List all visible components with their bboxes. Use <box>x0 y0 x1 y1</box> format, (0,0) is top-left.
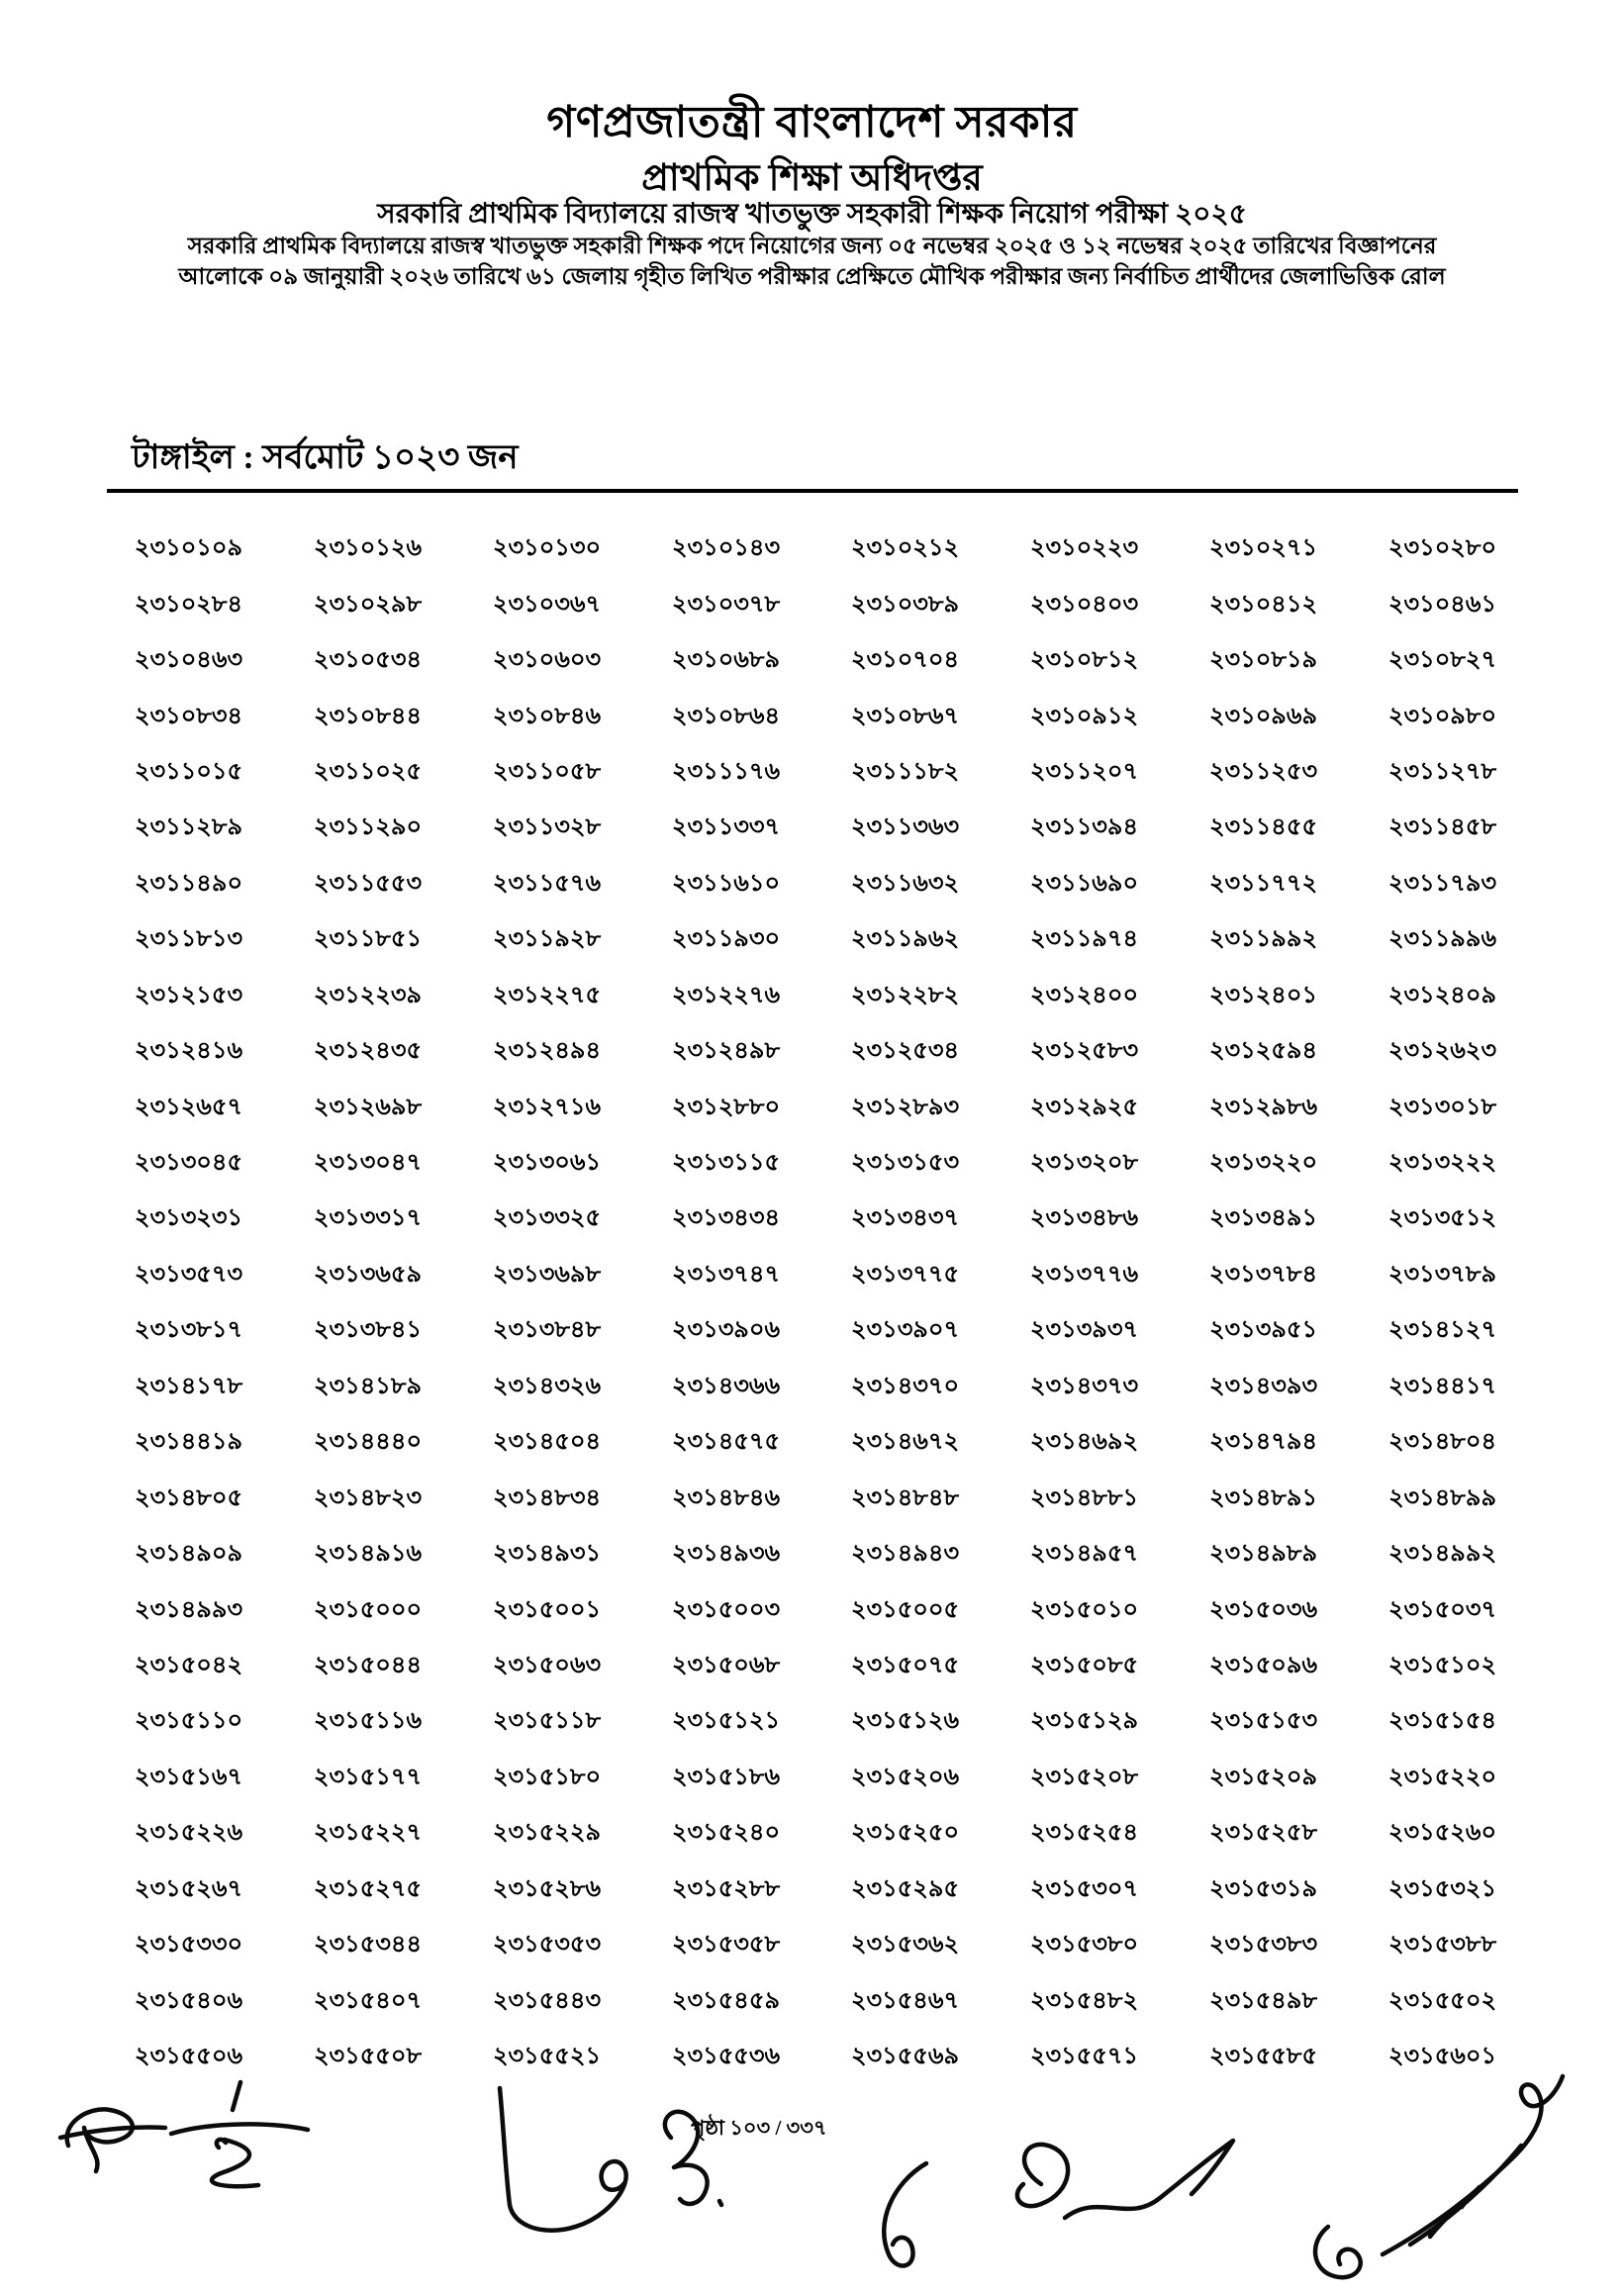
roll-number: ২৩১৩২৩১ <box>134 1205 243 1232</box>
roll-number: ২৩১৩৪৩৪ <box>671 1205 781 1232</box>
roll-number: ২৩১৩২২০ <box>1208 1150 1318 1177</box>
roll-number: ২৩১৫১২৯ <box>1029 1708 1139 1735</box>
roll-number: ২৩১৫০০১ <box>492 1596 602 1623</box>
roll-number: ২৩১৫৬০১ <box>1387 2044 1497 2070</box>
roll-number: ২৩১১৪৯০ <box>134 870 243 897</box>
roll-number: ২৩১৪৯৩১ <box>492 1541 602 1568</box>
signature-scribble-3-icon <box>430 2080 757 2250</box>
roll-number: ২৩১৫১২১ <box>671 1708 781 1735</box>
roll-number: ২৩১২৬৫৭ <box>134 1094 243 1120</box>
roll-number: ২৩১০২১২ <box>850 535 960 562</box>
roll-number: ২৩১৪৮৪৮ <box>850 1484 960 1511</box>
roll-number: ২৩১১৩২৮ <box>492 814 602 841</box>
roll-number: ২৩১৩৯৩৭ <box>1029 1317 1139 1344</box>
roll-number: ২৩১৩০৬১ <box>492 1150 602 1177</box>
roll-number: ২৩১০৭০৪ <box>850 647 960 674</box>
roll-number: ২৩১৫১৭৭ <box>313 1764 423 1790</box>
roll-number: ২৩১৫০৩৬ <box>1208 1596 1318 1623</box>
roll-number: ২৩১১৯৯২ <box>1208 926 1318 953</box>
roll-number: ২৩১০৮১২ <box>1029 647 1139 674</box>
roll-number: ২৩১৫২৫৪ <box>1029 1820 1139 1847</box>
roll-number: ২৩১১৮১৩ <box>134 926 243 953</box>
roll-number: ২৩১৫২৪০ <box>671 1820 781 1847</box>
roll-number: ২৩১৩০১৮ <box>1387 1094 1497 1120</box>
roll-number: ২৩১৪৯৫৭ <box>1029 1541 1139 1568</box>
roll-number: ২৩১৫১০২ <box>1387 1652 1497 1678</box>
district-total-heading: টাঙ্গাইল : সর্বমোট ১০২৩ জন <box>132 439 519 476</box>
roll-number: ২৩১০৮৬৭ <box>850 703 960 729</box>
roll-number: ২৩১৩৯৫১ <box>1208 1317 1318 1344</box>
roll-number: ২৩১৫২৬৭ <box>134 1875 243 1902</box>
roll-number: ২৩১৫২৭৫ <box>313 1875 423 1902</box>
government-title: গণপ্রজাতন্ত্রী বাংলাদেশ সরকার <box>546 98 1078 146</box>
roll-number: ২৩১২৬২৩ <box>1387 1038 1497 1065</box>
roll-number: ২৩১৩৩২৫ <box>492 1205 602 1232</box>
heading-divider <box>107 489 1518 493</box>
roll-number: ২৩১১২৫৩ <box>1208 758 1318 785</box>
roll-number: ২৩১৪৯০৯ <box>134 1541 243 1568</box>
roll-number: ২৩১১৯৬২ <box>850 926 960 953</box>
roll-number: ২৩১৩৬৯৮ <box>492 1261 602 1288</box>
roll-number: ২৩১৫৩২১ <box>1387 1875 1497 1902</box>
roll-number: ২৩১৩৭৭৬ <box>1029 1261 1139 1288</box>
roll-number: ২৩১০১৪৩ <box>671 535 781 562</box>
roll-number: ২৩১১৭৯৩ <box>1387 870 1497 897</box>
roll-number: ২৩১৩১১৫ <box>671 1150 781 1177</box>
roll-number: ২৩১৫৪৬৭ <box>850 1987 960 2014</box>
roll-number: ২৩১৫২২৭ <box>313 1820 423 1847</box>
roll-number: ২৩১১৯২৮ <box>492 926 602 953</box>
roll-number: ২৩১৫২৮৬ <box>492 1875 602 1902</box>
roll-number: ২৩১৫৫৮৫ <box>1208 2044 1318 2070</box>
roll-number: ২৩১১১৭৬ <box>671 758 781 785</box>
notice-description-line1: সরকারি প্রাথমিক বিদ্যালয়ে রাজস্ব খাতভুক্ত সহকারী শিক্ষক পদে নিয়োগের জন্য ০৫ নভেম্বর ২০২৫ ও ১২ নভেম্বর ২০২৫ তারিখের বিজ্ঞাপনের <box>187 234 1437 258</box>
roll-number: ২৩১৫২০৬ <box>850 1764 960 1790</box>
roll-number: ২৩১০৮৪৬ <box>492 703 602 729</box>
roll-number: ২৩১১৩৯৪ <box>1029 814 1139 841</box>
roll-number: ২৩১০১২৬ <box>313 535 423 562</box>
roll-number: ২৩১৪১৮৯ <box>313 1373 423 1399</box>
roll-number: ২৩১২২৭৬ <box>671 982 781 1008</box>
roll-number: ২৩১০৪৬১ <box>1387 591 1497 618</box>
roll-number: ২৩১০৬৮৯ <box>671 647 781 674</box>
roll-number: ২৩১২৮৯৩ <box>850 1094 960 1120</box>
roll-number: ২৩১৫১৬৭ <box>134 1764 243 1790</box>
roll-number: ২৩১৫৩৮০ <box>1029 1932 1139 1959</box>
roll-number: ২৩১৪৩২৬ <box>492 1373 602 1399</box>
roll-number: ২৩১০৩৮৯ <box>850 591 960 618</box>
roll-number: ২৩১১৮৫১ <box>313 926 423 953</box>
roll-number: ২৩১৫১৮৬ <box>671 1764 781 1790</box>
roll-number: ২৩১৪৮৯১ <box>1208 1484 1318 1511</box>
roll-number: ২৩১৪৩৬৬ <box>671 1373 781 1399</box>
roll-number: ২৩১৪৮৪৬ <box>671 1484 781 1511</box>
roll-number: ২৩১৫২২৬ <box>134 1820 243 1847</box>
roll-number: ২৩১২৪০৯ <box>1387 982 1497 1008</box>
roll-number: ২৩১৫৪০৬ <box>134 1987 243 2014</box>
roll-number: ২৩১১০২৫ <box>313 758 423 785</box>
roll-number: ২৩১৩৮১৭ <box>134 1317 243 1344</box>
roll-number: ২৩১৫২৬০ <box>1387 1820 1497 1847</box>
roll-number: ২৩১৪৪৪০ <box>313 1429 423 1456</box>
roll-number: ২৩১৩৬৫৯ <box>313 1261 423 1288</box>
roll-number: ২৩১৩০৪৫ <box>134 1150 243 1177</box>
roll-number: ২৩১০৪০৩ <box>1029 591 1139 618</box>
roll-number: ২৩১৩৭৭৫ <box>850 1261 960 1288</box>
roll-number: ২৩১৫০০০ <box>313 1596 423 1623</box>
roll-number: ২৩১২৮৮০ <box>671 1094 781 1120</box>
roll-number: ২৩১১৩৬৩ <box>850 814 960 841</box>
roll-number: ২৩১৫২০৮ <box>1029 1764 1139 1790</box>
roll-number: ২৩১৫৩৮৩ <box>1208 1932 1318 1959</box>
roll-number: ২৩১৪৩৭৩ <box>1029 1373 1139 1399</box>
roll-number: ২৩১৫৫০৮ <box>313 2044 423 2070</box>
roll-number: ২৩১৪৮০৪ <box>1387 1429 1497 1456</box>
roll-number: ২৩১৪৯৪৩ <box>850 1541 960 1568</box>
roll-number: ২৩১১২৯০ <box>313 814 423 841</box>
roll-number: ২৩১৪৪১৯ <box>134 1429 243 1456</box>
roll-number: ২৩১৫৩৫৮ <box>671 1932 781 1959</box>
roll-number: ২৩১৪৮০৫ <box>134 1484 243 1511</box>
roll-number: ২৩১৫১১৮ <box>492 1708 602 1735</box>
roll-number: ২৩১৫৩৪৪ <box>313 1932 423 1959</box>
directorate-title: প্রাথমিক শিক্ষা অধিদপ্তর <box>641 158 983 199</box>
roll-number: ২৩১৫০৬৩ <box>492 1652 602 1678</box>
roll-number: ২৩১০২৮০ <box>1387 535 1497 562</box>
roll-number: ২৩১৪৮৩৪ <box>492 1484 602 1511</box>
roll-number: ২৩১৪১৭৮ <box>134 1373 243 1399</box>
roll-number: ২৩১৪৮২৩ <box>313 1484 423 1511</box>
roll-number: ২৩১০৮৪৪ <box>313 703 423 729</box>
roll-number: ২৩১২৪০০ <box>1029 982 1139 1008</box>
roll-number: ২৩১০২৭১ <box>1208 535 1318 562</box>
roll-number: ২৩১১৪৫৫ <box>1208 814 1318 841</box>
roll-number: ২৩১৪৬৭২ <box>850 1429 960 1456</box>
roll-number: ২৩১৫৩৬২ <box>850 1932 960 1959</box>
roll-number: ২৩১৪৩৭০ <box>850 1373 960 1399</box>
roll-number: ২৩১৪৯১৬ <box>313 1541 423 1568</box>
roll-number: ২৩১৪৫০৪ <box>492 1429 602 1456</box>
roll-number: ২৩১৩৪৯১ <box>1208 1205 1318 1232</box>
roll-number: ২৩১৫৪৪৩ <box>492 1987 602 2014</box>
signature-scribble-1-icon <box>54 2098 168 2187</box>
roll-number: ২৩১২৪৩৫ <box>313 1038 423 1065</box>
roll-number: ২৩১৪১২৭ <box>1387 1317 1497 1344</box>
roll-number: ২৩১০৯১২ <box>1029 703 1139 729</box>
roll-number: ২৩১২৪৯৪ <box>492 1038 602 1065</box>
roll-number: ২৩১৩৭৮৯ <box>1387 1261 1497 1288</box>
roll-number: ২৩১১৪৫৮ <box>1387 814 1497 841</box>
roll-number: ২৩১৫১৮০ <box>492 1764 602 1790</box>
roll-number: ২৩১১৩৩৭ <box>671 814 781 841</box>
roll-number: ২৩১০৫৩৪ <box>313 647 423 674</box>
roll-number: ২৩১৫০৮৫ <box>1029 1652 1139 1678</box>
roll-number: ২৩১৪৯৯২ <box>1387 1541 1497 1568</box>
roll-number: ২৩১০১০৯ <box>134 535 243 562</box>
roll-number: ২৩১০২৮৪ <box>134 591 243 618</box>
notice-description-line2: আলোকে ০৯ জানুয়ারী ২০২৬ তারিখে ৬১ জেলায় গৃহীত লিখিত পরীক্ষার প্রেক্ষিতে মৌখিক পরীক্ষার জন্য নির্বাচিত প্রার্থীদের জেলাভিত্তিক রোল <box>178 264 1446 289</box>
roll-number: ২৩১১২০৭ <box>1029 758 1139 785</box>
roll-number: ২৩১৫৪৯৮ <box>1208 1987 1318 2014</box>
roll-number: ২৩১৫২৯৫ <box>850 1875 960 1902</box>
roll-number: ২৩১৪৮৮১ <box>1029 1484 1139 1511</box>
roll-number: ২৩১৩১৫৩ <box>850 1150 960 1177</box>
roll-number: ২৩১৫৩০৭ <box>1029 1875 1139 1902</box>
roll-number: ২৩১৩৮৪১ <box>313 1317 423 1344</box>
roll-number: ২৩১২৪১৬ <box>134 1038 243 1065</box>
roll-number: ২৩১৪৭৯৪ <box>1208 1429 1318 1456</box>
roll-number: ২৩১৩৮৪৮ <box>492 1317 602 1344</box>
roll-number: ২৩১৫০৩৭ <box>1387 1596 1497 1623</box>
roll-number: ২৩১০৮১৯ <box>1208 647 1318 674</box>
roll-number: ২৩১৩৫১২ <box>1387 1205 1497 1232</box>
roll-number: ২৩১৩৭৮৪ <box>1208 1261 1318 1288</box>
roll-number: ২৩১০৯৬৯ <box>1208 703 1318 729</box>
roll-number: ২৩১৫২২৯ <box>492 1820 602 1847</box>
roll-number: ২৩১০১৩০ <box>492 535 602 562</box>
roll-number: ২৩১০৩৬৭ <box>492 591 602 618</box>
roll-number: ২৩১৫৫৩৬ <box>671 2044 781 2070</box>
roll-number: ২৩১১৯৭৪ <box>1029 926 1139 953</box>
roll-number: ২৩১৫১২৬ <box>850 1708 960 1735</box>
roll-number-grid <box>99 522 1532 2085</box>
roll-number: ২৩১৪৬৯২ <box>1029 1429 1139 1456</box>
roll-number: ২৩১২১৫৩ <box>134 982 243 1008</box>
roll-number: ২৩১২৭১৬ <box>492 1094 602 1120</box>
roll-number: ২৩১৫২০৯ <box>1208 1764 1318 1790</box>
roll-number: ২৩১৫২৮৮ <box>671 1875 781 1902</box>
roll-number: ২৩১০৯৮০ <box>1387 703 1497 729</box>
roll-number: ২৩১৫০৭৫ <box>850 1652 960 1678</box>
roll-number: ২৩১৫৩৮৮ <box>1387 1932 1497 1959</box>
roll-number: ২৩১১২৭৮ <box>1387 758 1497 785</box>
roll-number: ২৩১৩৯০৬ <box>671 1317 781 1344</box>
roll-number: ২৩১৩২২২ <box>1387 1150 1497 1177</box>
roll-number: ২৩১০৬০৩ <box>492 647 602 674</box>
roll-number: ২৩১৪৩৯৩ <box>1208 1373 1318 1399</box>
roll-number: ২৩১০৮৬৪ <box>671 703 781 729</box>
roll-number: ২৩১০৪১২ <box>1208 591 1318 618</box>
signature-scribble-2-icon <box>163 2076 312 2217</box>
roll-number: ২৩১৩৪৩৭ <box>850 1205 960 1232</box>
roll-number: ২৩১৫১১৬ <box>313 1708 423 1735</box>
roll-number: ২৩১১১৮২ <box>850 758 960 785</box>
roll-number: ২৩১২২৭৫ <box>492 982 602 1008</box>
roll-number: ২৩১৫২২০ <box>1387 1764 1497 1790</box>
roll-number: ২৩১৩৩১৭ <box>313 1205 423 1232</box>
roll-number: ২৩১৫৫৬৯ <box>850 2044 960 2070</box>
roll-number: ২৩১৩২০৮ <box>1029 1150 1139 1177</box>
roll-number: ২৩১৫১৫৩ <box>1208 1708 1318 1735</box>
roll-number: ২৩১৫৩৫৩ <box>492 1932 602 1959</box>
roll-number: ২৩১৩৭৪৭ <box>671 1261 781 1288</box>
roll-number: ২৩১৩৯০৭ <box>850 1317 960 1344</box>
roll-number: ২৩১৩৪৮৬ <box>1029 1205 1139 1232</box>
roll-number: ২৩১৫১৫৪ <box>1387 1708 1497 1735</box>
roll-number: ২৩১৪৯৩৬ <box>671 1541 781 1568</box>
roll-number: ২৩১৫২৫৮ <box>1208 1820 1318 1847</box>
roll-number: ২৩১৫২৫০ <box>850 1820 960 1847</box>
roll-number: ২৩১৫৩৩০ <box>134 1932 243 1959</box>
roll-number: ২৩১১৫৫৩ <box>313 870 423 897</box>
roll-number: ২৩১০৮২৭ <box>1387 647 1497 674</box>
roll-number: ২৩১১৯৯৬ <box>1387 926 1497 953</box>
roll-number: ২৩১৫০১০ <box>1029 1596 1139 1623</box>
roll-number: ২৩১২৪৯৮ <box>671 1038 781 1065</box>
roll-number: ২৩১৫৪৫৯ <box>671 1987 781 2014</box>
roll-number: ২৩১০৪৬৩ <box>134 647 243 674</box>
roll-number: ২৩১৫১১০ <box>134 1708 243 1735</box>
roll-number: ২৩১৫৪০৭ <box>313 1987 423 2014</box>
roll-number: ২৩১৫৪৮২ <box>1029 1987 1139 2014</box>
roll-number: ২৩১৫৫০২ <box>1387 1987 1497 2014</box>
roll-number: ২৩১৫৫০৬ <box>134 2044 243 2070</box>
roll-number: ২৩১২৫৯৪ <box>1208 1038 1318 1065</box>
roll-number: ২৩১২৫৩৪ <box>850 1038 960 1065</box>
roll-number: ২৩১১৫৭৬ <box>492 870 602 897</box>
roll-number: ২৩১১২৮৯ <box>134 814 243 841</box>
roll-number: ২৩১১৯৩০ <box>671 926 781 953</box>
roll-number: ২৩১৫০০৫ <box>850 1596 960 1623</box>
roll-number: ২৩১৫০৯৬ <box>1208 1652 1318 1678</box>
roll-number: ২৩১০২২৩ <box>1029 535 1139 562</box>
roll-number: ২৩১২৯৮৬ <box>1208 1094 1318 1120</box>
signature-scribble-7-icon <box>1371 2051 1574 2268</box>
roll-number: ২৩১১০৫৮ <box>492 758 602 785</box>
roll-number: ২৩১৩৫৭৩ <box>134 1261 243 1288</box>
signature-scribble-4-icon <box>849 2155 943 2289</box>
roll-number: ২৩১৫৩১৯ <box>1208 1875 1318 1902</box>
roll-number: ২৩১১৬৩২ <box>850 870 960 897</box>
roll-number: ২৩১৫০৪২ <box>134 1652 243 1678</box>
roll-number: ২৩১২২৮২ <box>850 982 960 1008</box>
roll-number: ২৩১৫০৪৪ <box>313 1652 423 1678</box>
exam-subtitle: সরকারি প্রাথমিক বিদ্যালয়ে রাজস্ব খাতভুক্ত সহকারী শিক্ষক নিয়োগ পরীক্ষা ২০২৫ <box>377 199 1247 230</box>
roll-number: ২৩১৩০৪৭ <box>313 1150 423 1177</box>
signature-scribble-5-icon <box>980 2123 1242 2289</box>
roll-number: ২৩১৫৫৭১ <box>1029 2044 1139 2070</box>
roll-number: ২৩১৫০০৩ <box>671 1596 781 1623</box>
roll-number: ২৩১২৪০১ <box>1208 982 1318 1008</box>
roll-number: ২৩১২৫৮৩ <box>1029 1038 1139 1065</box>
roll-number: ২৩১০৩৭৮ <box>671 591 781 618</box>
page-number: পৃষ্ঠা ১০৩ / ৩৩৭ <box>691 2116 827 2140</box>
roll-number: ২৩১২২৩৯ <box>313 982 423 1008</box>
roll-number: ২৩১১৬৯০ <box>1029 870 1139 897</box>
notice-description <box>0 231 1624 292</box>
roll-number: ২৩১৪৮৯৯ <box>1387 1484 1497 1511</box>
roll-number: ২৩১৪৯৯৩ <box>134 1596 243 1623</box>
roll-number: ২৩১২৯২৫ <box>1029 1094 1139 1120</box>
roll-number: ২৩১১৭৭২ <box>1208 870 1318 897</box>
roll-number: ২৩১১৬১০ <box>671 870 781 897</box>
roll-number: ২৩১১০১৫ <box>134 758 243 785</box>
roll-number: ২৩১৪৯৮৯ <box>1208 1541 1318 1568</box>
roll-number: ২৩১২৬৯৮ <box>313 1094 423 1120</box>
roll-number: ২৩১৫০৬৮ <box>671 1652 781 1678</box>
roll-number: ২৩১০৮৩৪ <box>134 703 243 729</box>
roll-number: ২৩১৪৪১৭ <box>1387 1373 1497 1399</box>
roll-number: ২৩১০২৯৮ <box>313 591 423 618</box>
roll-number: ২৩১৪৫৭৫ <box>671 1429 781 1456</box>
roll-number: ২৩১৫৫২১ <box>492 2044 602 2070</box>
